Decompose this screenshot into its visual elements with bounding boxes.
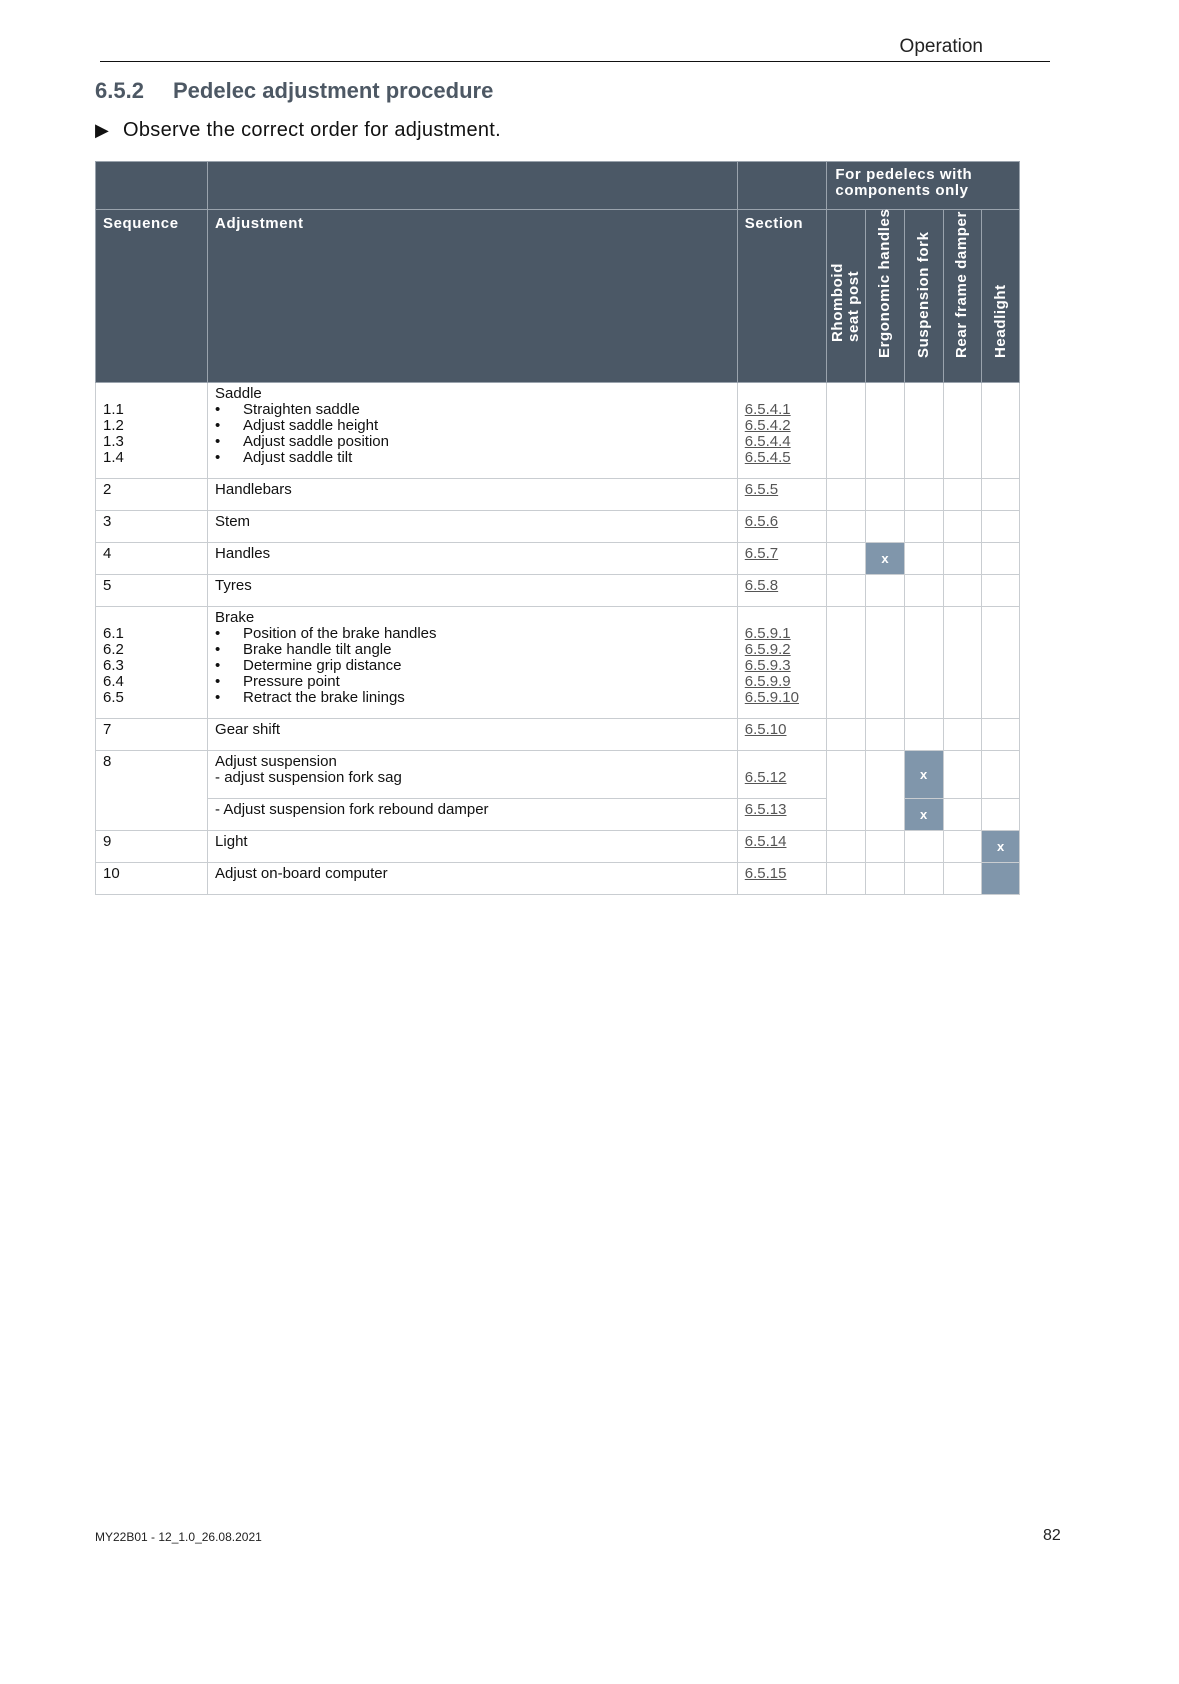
cell-ergonomic-marked: x <box>866 543 905 575</box>
cell-rear-damper <box>943 751 982 799</box>
cell-adjustment: Handles <box>208 543 738 575</box>
cell-ergonomic <box>866 479 905 511</box>
cell-adjustment: - Adjust suspension fork rebound damper <box>208 799 738 831</box>
cell-headlight-shaded <box>982 863 1020 895</box>
section-link[interactable]: 6.5.12 <box>744 769 787 786</box>
cell-rear-damper <box>943 831 982 863</box>
cell-rhomboid <box>827 751 866 831</box>
header-blank-2 <box>208 162 738 210</box>
cell-ergonomic <box>866 575 905 607</box>
cell-ergonomic <box>866 511 905 543</box>
header-rear-frame-damper: Rear frame damper <box>943 210 982 383</box>
cell-rear-damper <box>943 575 982 607</box>
instruction-text: Observe the correct order for adjustment. <box>123 119 502 141</box>
cell-headlight <box>982 719 1020 751</box>
cell-rhomboid <box>827 719 866 751</box>
cell-adjustment: Brake • Position of the brake handles • Brake handle tilt angle • Determine grip distance • Pressure point • Retract the brake linings <box>208 607 738 719</box>
cell-adjustment: Tyres <box>208 575 738 607</box>
section-link[interactable]: 6.5.13 <box>744 801 787 818</box>
cell-sequence: 2 <box>96 479 208 511</box>
cell-rhomboid <box>827 511 866 543</box>
cell-section <box>737 863 827 895</box>
section-link[interactable]: 6.5.9.2 <box>744 641 791 658</box>
cell-section <box>737 479 827 511</box>
play-arrow-icon: ▶ <box>95 120 110 140</box>
cell-headlight <box>982 575 1020 607</box>
cell-ergonomic <box>866 863 905 895</box>
cell-suspension <box>904 575 943 607</box>
cell-rear-damper <box>943 719 982 751</box>
cell-adjustment: Light <box>208 831 738 863</box>
cell-rhomboid <box>827 479 866 511</box>
cell-section <box>737 607 827 719</box>
cell-section <box>737 575 827 607</box>
cell-section <box>737 751 827 799</box>
cell-ergonomic <box>866 751 905 831</box>
header-adjustment: Adjustment <box>208 210 738 383</box>
cell-section <box>737 799 827 831</box>
cell-adjustment: Handlebars <box>208 479 738 511</box>
cell-headlight <box>982 511 1020 543</box>
table-header-row <box>96 210 1020 383</box>
cell-rear-damper <box>943 799 982 831</box>
cell-sequence: 3 <box>96 511 208 543</box>
adjustment-table <box>95 161 1020 895</box>
section-link[interactable]: 6.5.5 <box>744 481 779 498</box>
footer-doc-id: MY22B01 - 12_1.0_26.08.2021 <box>95 1530 262 1544</box>
cell-section <box>737 511 827 543</box>
page-number: 82 <box>1043 1527 1061 1544</box>
cell-suspension <box>904 511 943 543</box>
section-link[interactable]: 6.5.7 <box>744 545 779 562</box>
table-row-handles <box>96 543 1020 575</box>
cell-rear-damper <box>943 863 982 895</box>
section-link[interactable]: 6.5.14 <box>744 833 787 850</box>
table-row-onboard-computer <box>96 863 1020 895</box>
cell-headlight <box>982 751 1020 799</box>
cell-ergonomic <box>866 831 905 863</box>
header-sequence: Sequence <box>96 210 208 383</box>
cell-suspension <box>904 719 943 751</box>
cell-sequence: 8 <box>96 751 208 831</box>
cell-sequence: 4 <box>96 543 208 575</box>
section-number: 6.5.2 <box>95 78 144 103</box>
cell-suspension-marked: x <box>904 799 943 831</box>
cell-rhomboid <box>827 575 866 607</box>
cell-headlight <box>982 383 1020 479</box>
cell-adjustment: Adjust suspension - adjust suspension fork sag <box>208 751 738 799</box>
section-link[interactable]: 6.5.9.3 <box>744 657 791 674</box>
cell-ergonomic <box>866 383 905 479</box>
cell-ergonomic <box>866 607 905 719</box>
cell-headlight-marked: x <box>982 831 1020 863</box>
section-link[interactable]: 6.5.15 <box>744 865 787 882</box>
section-link[interactable]: 6.5.6 <box>744 513 779 530</box>
cell-rhomboid <box>827 831 866 863</box>
cell-sequence: 6.1 6.2 6.3 6.4 6.5 <box>96 607 208 719</box>
cell-suspension <box>904 863 943 895</box>
table-row-tyres <box>96 575 1020 607</box>
table-row-light <box>96 831 1020 863</box>
cell-section <box>737 543 827 575</box>
header-components-group: For pedelecs with components only <box>827 162 1020 210</box>
cell-headlight <box>982 799 1020 831</box>
cell-headlight <box>982 543 1020 575</box>
table-row-stem <box>96 511 1020 543</box>
section-link[interactable]: 6.5.9.9 <box>744 673 791 690</box>
table-row-saddle <box>96 383 1020 479</box>
cell-sequence: 7 <box>96 719 208 751</box>
cell-suspension-marked: x <box>904 751 943 799</box>
header-blank-3 <box>737 162 827 210</box>
cell-adjustment: Saddle • Straighten saddle • Adjust saddle height • Adjust saddle position • Adjust saddle tilt <box>208 383 738 479</box>
cell-adjustment: Gear shift <box>208 719 738 751</box>
section-title-text: Pedelec adjustment procedure <box>173 78 494 103</box>
cell-sequence: 10 <box>96 863 208 895</box>
cell-rhomboid <box>827 607 866 719</box>
section-link[interactable]: 6.5.9.1 <box>744 625 791 642</box>
cell-rear-damper <box>943 479 982 511</box>
section-link[interactable]: 6.5.10 <box>744 721 787 738</box>
cell-suspension <box>904 543 943 575</box>
cell-adjustment: Adjust on-board computer <box>208 863 738 895</box>
table-row-gear-shift <box>96 719 1020 751</box>
cell-section <box>737 383 827 479</box>
section-link[interactable]: 6.5.4.2 <box>744 417 791 434</box>
cell-suspension <box>904 479 943 511</box>
cell-headlight <box>982 479 1020 511</box>
section-link[interactable]: 6.5.8 <box>744 577 779 594</box>
cell-rhomboid <box>827 543 866 575</box>
running-header: Operation <box>899 36 983 57</box>
cell-suspension <box>904 831 943 863</box>
table-row-handlebars <box>96 479 1020 511</box>
cell-section <box>737 719 827 751</box>
header-rule <box>100 61 1050 62</box>
header-suspension-fork: Suspension fork <box>904 210 943 383</box>
cell-section <box>737 831 827 863</box>
cell-rear-damper <box>943 511 982 543</box>
section-link[interactable]: 6.5.4.4 <box>744 433 791 450</box>
cell-rear-damper <box>943 543 982 575</box>
section-link[interactable]: 6.5.4.5 <box>744 449 791 466</box>
cell-suspension <box>904 607 943 719</box>
cell-sequence: 5 <box>96 575 208 607</box>
cell-headlight <box>982 607 1020 719</box>
cell-ergonomic <box>866 719 905 751</box>
header-section: Section <box>737 210 827 383</box>
section-link[interactable]: 6.5.4.1 <box>744 401 791 418</box>
header-rhomboid-seat-post: Rhomboid seat post <box>827 210 866 383</box>
cell-rhomboid <box>827 863 866 895</box>
cell-suspension <box>904 383 943 479</box>
section-title <box>95 78 493 104</box>
cell-rhomboid <box>827 383 866 479</box>
table-row-brake <box>96 607 1020 719</box>
instruction <box>95 119 501 142</box>
table-row-suspension-sag <box>96 751 1020 799</box>
section-link[interactable]: 6.5.9.10 <box>744 689 799 706</box>
header-blank-1 <box>96 162 208 210</box>
cell-rear-damper <box>943 383 982 479</box>
header-headlight: Headlight <box>982 210 1020 383</box>
header-ergonomic-handles: Ergonomic handles <box>866 210 905 383</box>
cell-rear-damper <box>943 607 982 719</box>
cell-adjustment: Stem <box>208 511 738 543</box>
cell-sequence: 1.1 1.2 1.3 1.4 <box>96 383 208 479</box>
table-header-group-row <box>96 162 1020 210</box>
cell-sequence: 9 <box>96 831 208 863</box>
